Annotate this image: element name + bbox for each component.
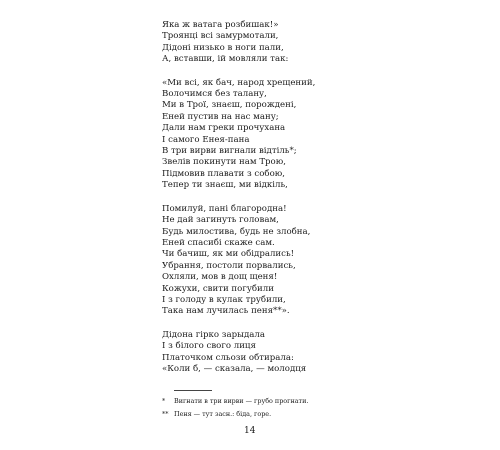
stanza-3 [162,204,462,318]
footnote-text: Вигнати в три вирви — грубо прогнати. [174,397,309,405]
footnote-mark: ** [162,409,169,418]
stanza-4 [162,330,462,376]
footnote-mark: * [162,397,166,405]
poem-line: «Коли б, — сказала, — молодця [162,363,307,374]
poem-line: Звелів покинути нам Трою, [162,157,286,168]
poem-line: В три вирви вигнали відтіль*; [162,146,297,157]
stanza-1 [162,20,462,66]
poem-text [162,20,462,387]
poem-line: Підмовив плавати з собою, [162,168,285,179]
poem-line: Будь милостива, будь не злобна, [162,226,311,237]
poem-line: Ми в Трої, знаєш, порождені, [162,100,297,111]
poem-line: Тепер ти знаєш, ми відкіль, [162,180,288,191]
footnote-text: Пеня — тут засн.: біда, горе. [174,409,272,418]
poem-line: А, вставши, ій мовляли так: [162,54,289,65]
stanza-2 [162,78,462,192]
poem-line: «Ми всі, як бач, народ хрещений, [162,77,316,88]
poem-line: І самого Енея-пана [162,134,250,145]
poem-line: Дали нам греки прочухана [162,123,286,134]
poem-line: Волочимся без талану, [162,89,267,100]
poem-line: Яка ж ватага розбишак!» [162,20,279,30]
footnote-2 [162,408,462,421]
poem-line: Еней спасибі скаже сам. [162,237,275,248]
poem-line: І з білого свого лиця [162,341,256,352]
poem-line: Помилуй, пані благородна! [162,203,287,214]
poem-line: Дідоні низько в ноги пали, [162,42,284,53]
poem-line: Охляли, мов в дощ щеня! [162,272,278,283]
poem-line: Така нам лучилась пеня**». [162,306,290,317]
poem-line: Дідона гірко зарыдала [162,329,265,340]
poem-line: Не дай загинуть головам, [162,215,279,226]
poem-line: Троянці всі замурмотали, [162,31,279,42]
footnote-divider [174,390,212,391]
poem-line: Чи бачиш, як ми обідрались! [162,249,295,260]
poem-line: Платочком сльози обтирала: [162,352,294,363]
poem-line: Убрання, постоли порвались, [162,260,296,271]
page-number: 14 [244,426,256,436]
poem-line: Кожухи, свити погубили [162,283,274,294]
footnotes [162,395,462,420]
poem-line: Еней пустив на нас ману; [162,111,279,122]
poem-line: І з голоду в кулак трубили, [162,294,286,305]
footnote-1 [162,395,462,408]
